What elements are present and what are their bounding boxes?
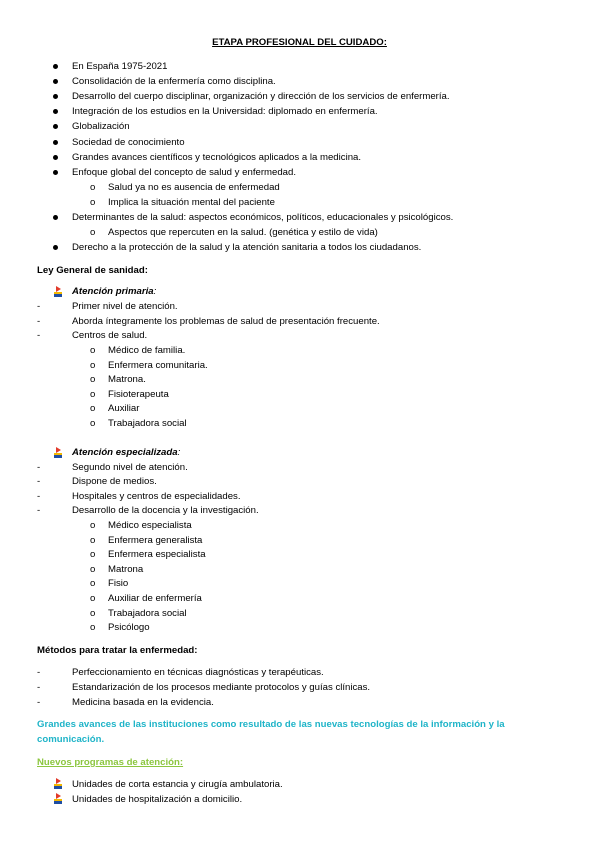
sub-list-item: Matrona (108, 564, 144, 575)
avances-heading-line-2: comunicación. (37, 734, 105, 745)
circle-marker: o (90, 182, 96, 193)
circle-marker: o (90, 578, 96, 589)
circle-marker: o (90, 360, 96, 371)
dash-marker: - (37, 462, 41, 473)
sub-list-item: Auxiliar de enfermería (108, 593, 202, 604)
arrow-bullet-icon (53, 286, 63, 297)
list-item: Desarrollo del cuerpo disciplinar, organización y dirección de los servicios de enfermería. (72, 91, 450, 102)
list-item: Determinantes de la salud: aspectos económicos, políticos, educacionales y psicológicos. (72, 212, 454, 223)
list-item: Unidades de corta estancia y cirugía ambulatoria. (72, 779, 283, 790)
list-item: Sociedad de conocimiento (72, 137, 185, 148)
sub-list-item: Enfermera especialista (108, 549, 206, 560)
sub-list-item: Salud ya no es ausencia de enfermedad (108, 182, 280, 193)
dash-marker: - (37, 697, 41, 708)
list-item: Estandarización de los procesos mediante protocolos y guías clínicas. (72, 682, 371, 693)
sub-list-item: Aspectos que repercuten en la salud. (genética y estilo de vida) (108, 227, 378, 238)
list-item: Aborda íntegramente los problemas de salud de presentación frecuente. (72, 316, 380, 327)
sub-list-item: Fisioterapeuta (108, 389, 169, 400)
dash-marker: - (37, 330, 41, 341)
sub-list-item: Implica la situación mental del paciente (108, 197, 275, 208)
section-heading: Métodos para tratar la enfermedad: (37, 645, 198, 656)
arrow-bullet-icon (53, 793, 63, 804)
bullet-icon (53, 109, 58, 114)
sub-list-item: Enfermera generalista (108, 535, 203, 546)
list-item: Derecho a la protección de la salud y la atención sanitaria a todos los ciudadanos. (72, 242, 422, 253)
list-item: En España 1975-2021 (72, 61, 168, 72)
circle-marker: o (90, 389, 96, 400)
list-item: Unidades de hospitalización a domicilio. (72, 794, 243, 805)
bullet-icon (53, 124, 58, 129)
list-item: Integración de los estudios en la Universidad: diplomado en enfermería. (72, 106, 378, 117)
circle-marker: o (90, 549, 96, 560)
sub-list-item: Psicólogo (108, 622, 150, 633)
sub-list-item: Enfermera comunitaria. (108, 360, 208, 371)
bullet-icon (53, 155, 58, 160)
page-title: ETAPA PROFESIONAL DEL CUIDADO: (212, 37, 387, 48)
dash-marker: - (37, 301, 41, 312)
bullet-icon (53, 170, 58, 175)
circle-marker: o (90, 418, 96, 429)
circle-marker: o (90, 564, 96, 575)
list-item: Perfeccionamiento en técnicas diagnósticas y terapéuticas. (72, 667, 324, 678)
circle-marker: o (90, 403, 96, 414)
circle-marker: o (90, 622, 96, 633)
arrow-bullet-icon (53, 447, 63, 458)
list-item: Globalización (72, 121, 130, 132)
bullet-icon (53, 64, 58, 69)
dash-marker: - (37, 491, 41, 502)
sub-list-item: Matrona. (108, 374, 146, 385)
sub-list-item: Médico especialista (108, 520, 192, 531)
bullet-icon (53, 79, 58, 84)
circle-marker: o (90, 345, 96, 356)
avances-heading-line-1: Grandes avances de las instituciones como resultado de las nuevas tecnologías de la información y la (37, 719, 505, 730)
list-item: Segundo nivel de atención. (72, 462, 188, 473)
bullet-icon (53, 140, 58, 145)
list-item: Primer nivel de atención. (72, 301, 178, 312)
bullet-icon (53, 215, 58, 220)
dash-marker: - (37, 476, 41, 487)
dash-marker: - (37, 667, 41, 678)
sub-list-item: Auxiliar (108, 403, 140, 414)
sub-list-item: Trabajadora social (108, 608, 187, 619)
circle-marker: o (90, 608, 96, 619)
list-item: Dispone de medios. (72, 476, 157, 487)
list-item: Desarrollo de la docencia y la investigación. (72, 505, 259, 516)
list-item: Grandes avances científicos y tecnológicos aplicados a la medicina. (72, 152, 362, 163)
nuevos-heading: Nuevos programas de atención: (37, 757, 184, 768)
list-item: Hospitales y centros de especialidades. (72, 491, 241, 502)
list-item: Consolidación de la enfermería como disciplina. (72, 76, 276, 87)
sub-list-item: Fisio (108, 578, 129, 589)
dash-marker: - (37, 682, 41, 693)
arrow-bullet-icon (53, 778, 63, 789)
list-item: Medicina basada en la evidencia. (72, 697, 214, 708)
especializada-heading: Atención especializada: (72, 447, 181, 458)
circle-marker: o (90, 227, 96, 238)
circle-marker: o (90, 593, 96, 604)
primaria-heading: Atención primaria: (72, 286, 157, 297)
section-heading: Ley General de sanidad: (37, 265, 148, 276)
list-item: Enfoque global del concepto de salud y enfermedad. (72, 167, 297, 178)
circle-marker: o (90, 374, 96, 385)
circle-marker: o (90, 197, 96, 208)
dash-marker: - (37, 505, 41, 516)
sub-list-item: Médico de familia. (108, 345, 186, 356)
dash-marker: - (37, 316, 41, 327)
bullet-icon (53, 245, 58, 250)
circle-marker: o (90, 535, 96, 546)
list-item: Centros de salud. (72, 330, 148, 341)
bullet-icon (53, 94, 58, 99)
sub-list-item: Trabajadora social (108, 418, 187, 429)
circle-marker: o (90, 520, 96, 531)
